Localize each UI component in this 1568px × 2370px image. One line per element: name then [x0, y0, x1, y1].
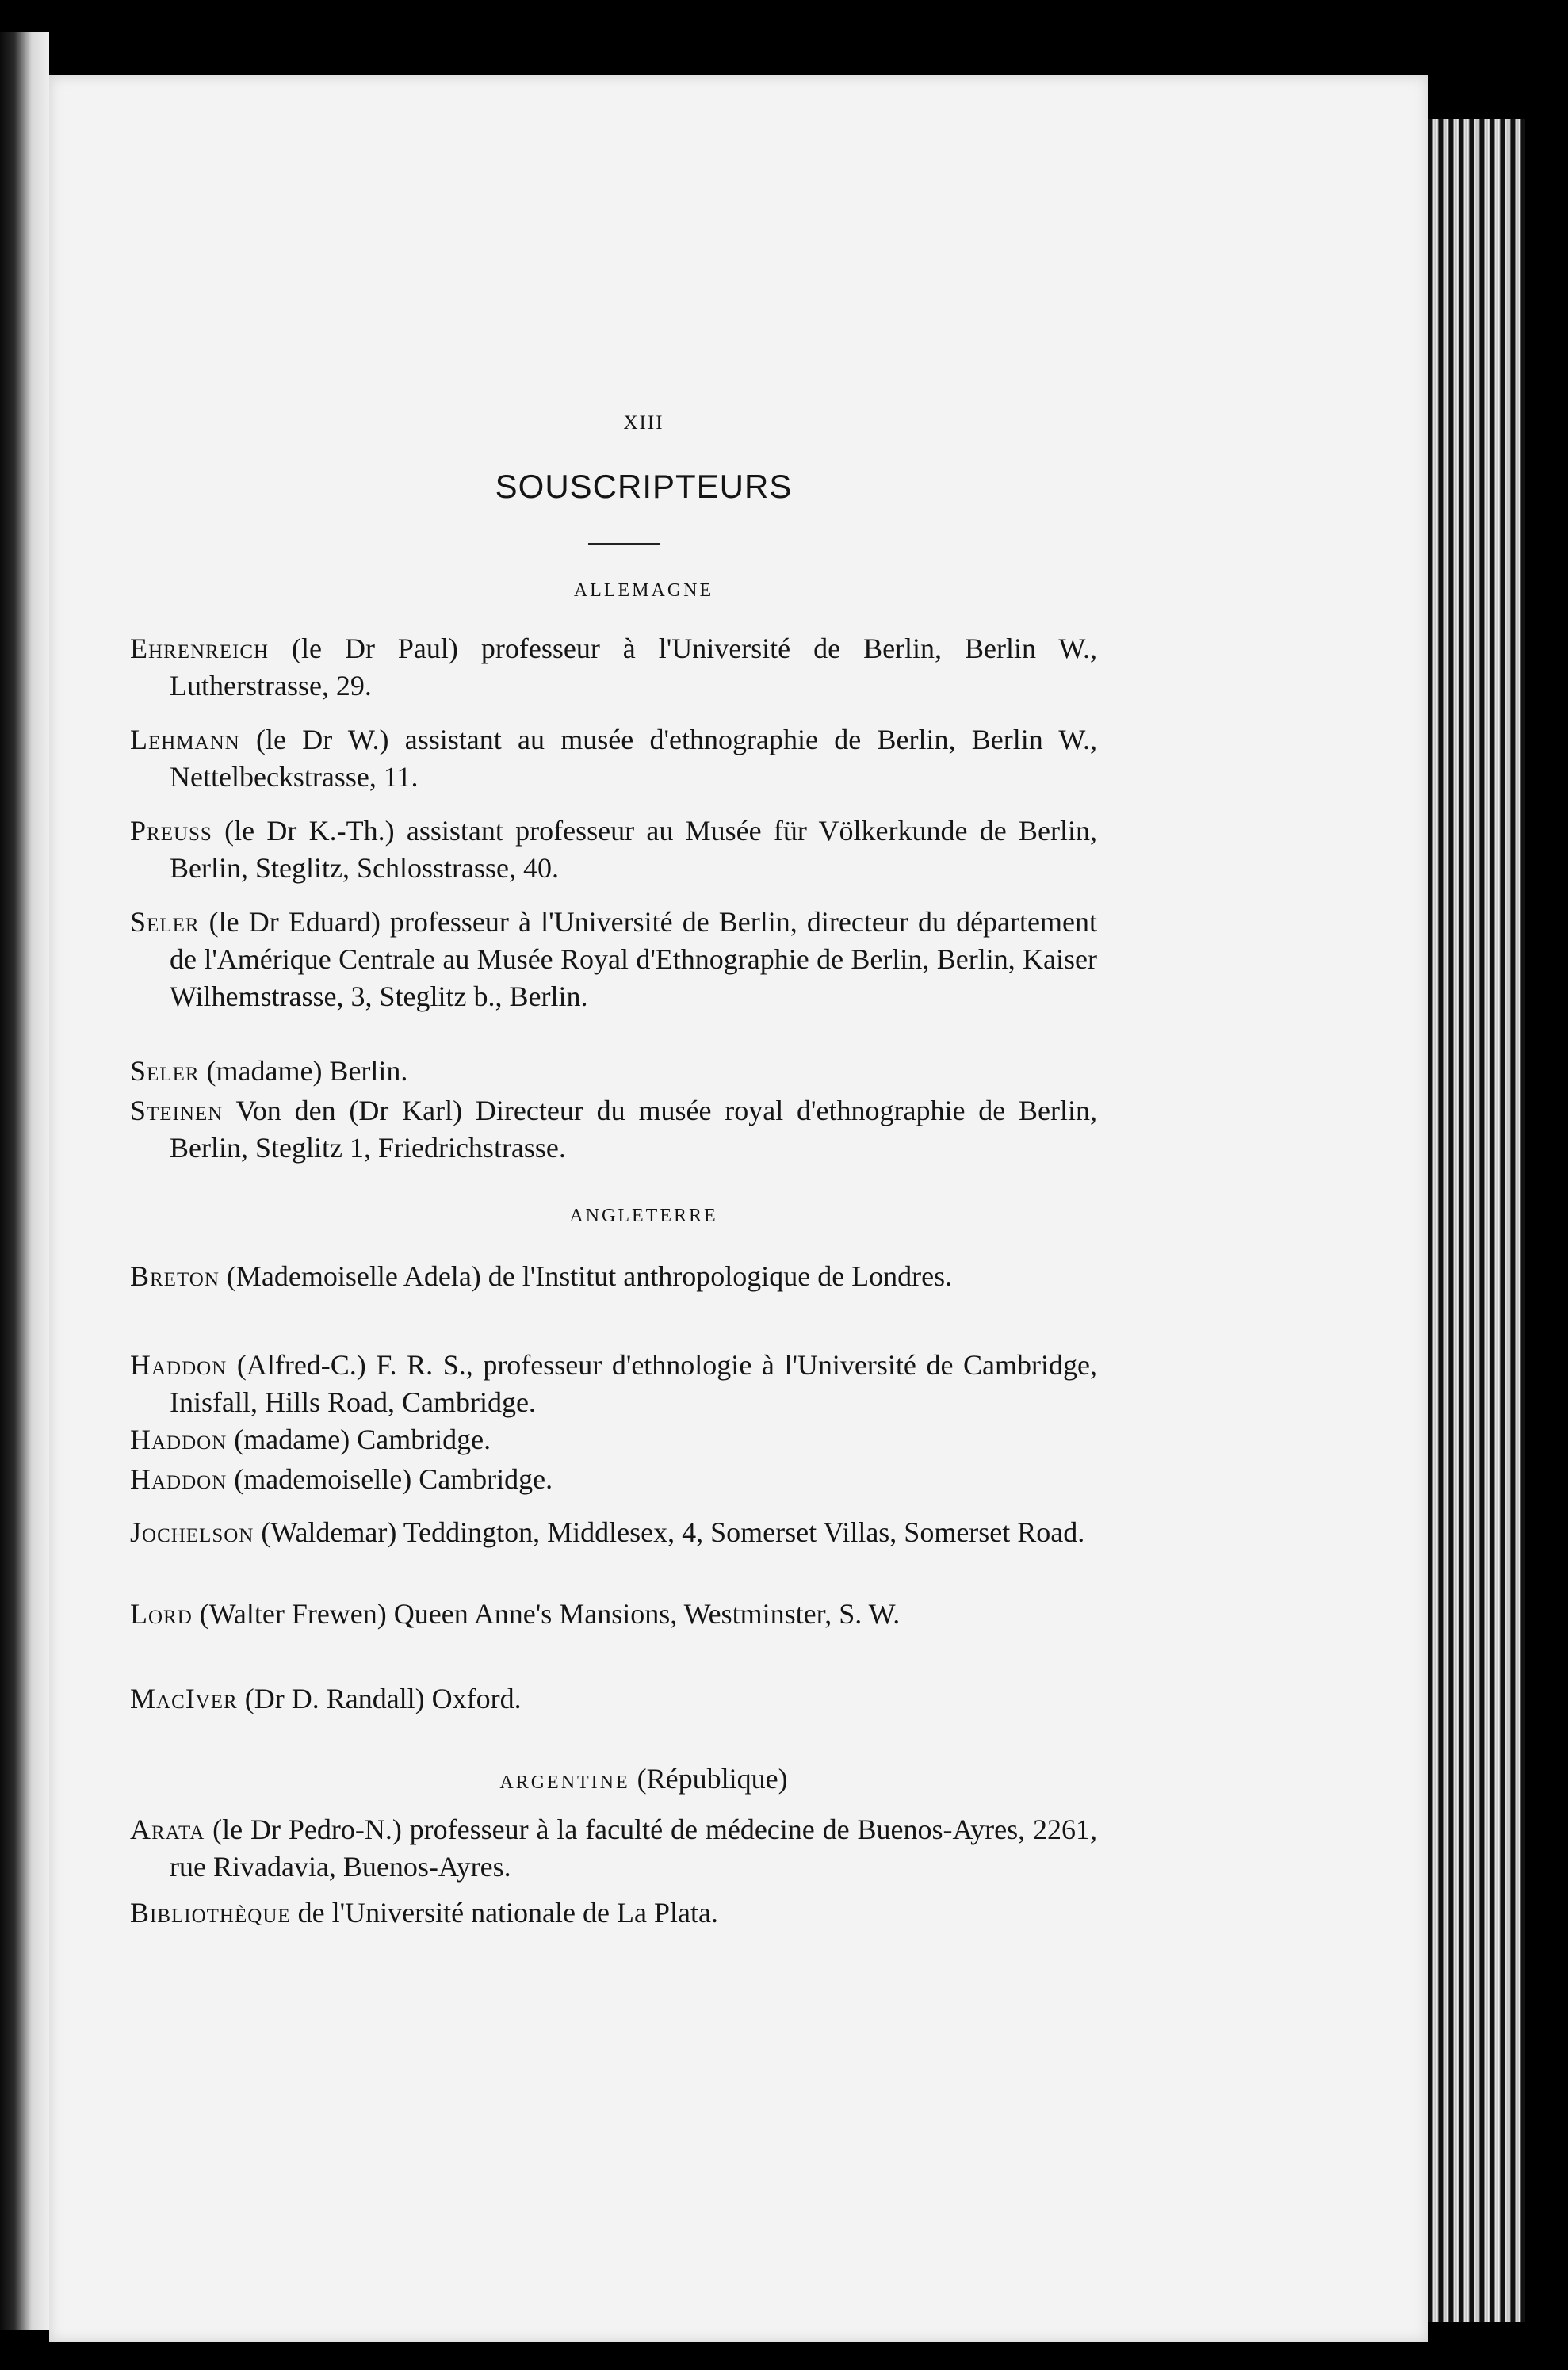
entry-text: (mademoiselle) Cambridge.: [227, 1463, 553, 1495]
entry-steinen: [130, 1092, 1097, 1167]
entry-breton: [130, 1258, 1097, 1295]
book-page: [49, 75, 1428, 2342]
entry-text: (le Dr Paul) professeur à l'Université de Berlin, Berlin W., Lutherstrasse, 29.: [170, 633, 1097, 701]
entry-name: MacIver: [130, 1683, 238, 1714]
entry-text: (le Dr Pedro-N.) professeur à la faculté de médecine de Buenos-Ayres, 2261, rue Rivadavia, Buenos-Ayres.: [170, 1814, 1097, 1883]
section-heading-text: ARGENTINE: [499, 1772, 630, 1793]
entry-text: (le Dr Eduard) professeur à l'Université de Berlin, directeur du département de l'Amérique Centrale au Musée Royal d'Ethnographie de Berlin, Berlin, Kaiser Wilhemstrasse, 3, Steglitz b., Berlin.: [170, 906, 1097, 1012]
entry-name: Jochelson: [130, 1516, 254, 1548]
entry-name: Arata: [130, 1814, 205, 1845]
section-heading-argentine: [49, 1762, 1238, 1795]
page-number: XIII: [623, 412, 664, 434]
entry-text: de l'Université nationale de La Plata.: [290, 1897, 718, 1928]
entry-ehrenreich: [130, 630, 1097, 705]
entry-seler: [130, 904, 1097, 1015]
entry-text: Von den (Dr Karl) Directeur du musée royal d'ethnographie de Berlin, Berlin, Steglitz 1, Friedrichstrasse.: [170, 1095, 1097, 1164]
left-page-edge: [0, 32, 49, 2330]
entry-text: (madame) Cambridge.: [227, 1424, 491, 1455]
entry-name: Seler: [130, 906, 200, 938]
entry-text: (Dr D. Randall) Oxford.: [237, 1683, 522, 1714]
entry-lord: [130, 1596, 1097, 1633]
page-title: SOUSCRIPTEURS: [495, 468, 793, 505]
section-heading-suffix: (République): [629, 1763, 788, 1795]
entry-name: Steinen: [130, 1095, 224, 1126]
entry-name: Ehrenreich: [130, 633, 270, 664]
entry-name: Bibliothèque: [130, 1897, 291, 1928]
entry-name: Haddon: [130, 1463, 228, 1495]
entry-text: (Alfred-C.) F. R. S., professeur d'ethnologie à l'Université de Cambridge, Inisfall, Hills Road, Cambridge.: [170, 1349, 1097, 1418]
entry-lehmann: [130, 721, 1097, 796]
entry-haddon-mademoiselle: [130, 1461, 1097, 1498]
entry-seler-madame: [130, 1053, 1097, 1090]
entry-preuss: [130, 812, 1097, 887]
entry-text: (Waldemar) Teddington, Middlesex, 4, Somerset Villas, Somerset Road.: [254, 1516, 1085, 1548]
entry-text: (le Dr K.-Th.) assistant professeur au Musée für Völkerkunde de Berlin, Berlin, Steglitz, Schlosstrasse, 40.: [170, 815, 1097, 884]
entry-bibliotheque: [130, 1894, 1097, 1932]
entry-text: (Walter Frewen) Queen Anne's Mansions, Westminster, S. W.: [192, 1598, 901, 1630]
entry-haddon: [130, 1347, 1097, 1421]
page-content: [49, 75, 1428, 2342]
entry-text: (le Dr W.) assistant au musée d'ethnographie de Berlin, Berlin W., Nettelbeckstrasse, 11.: [170, 724, 1097, 793]
entry-name: Preuss: [130, 815, 212, 847]
entry-name: Lord: [130, 1598, 193, 1630]
entry-maciver: [130, 1680, 1097, 1718]
section-heading-angleterre: ANGLETERRE: [569, 1206, 718, 1226]
entry-name: Lehmann: [130, 724, 240, 755]
entry-name: Haddon: [130, 1424, 228, 1455]
right-page-stack: [1428, 119, 1525, 2322]
entry-haddon-madame: [130, 1421, 1097, 1458]
entry-name: Breton: [130, 1260, 220, 1292]
title-rule: [588, 543, 660, 545]
entry-text: (Mademoiselle Adela) de l'Institut anthropologique de Londres.: [219, 1260, 953, 1292]
entry-arata: [130, 1811, 1097, 1886]
entry-name: Haddon: [130, 1349, 228, 1381]
section-heading-allemagne: ALLEMAGNE: [573, 580, 714, 601]
entry-name: Seler: [130, 1055, 200, 1087]
entry-jochelson: [130, 1514, 1097, 1551]
entry-text: (madame) Berlin.: [199, 1055, 408, 1087]
